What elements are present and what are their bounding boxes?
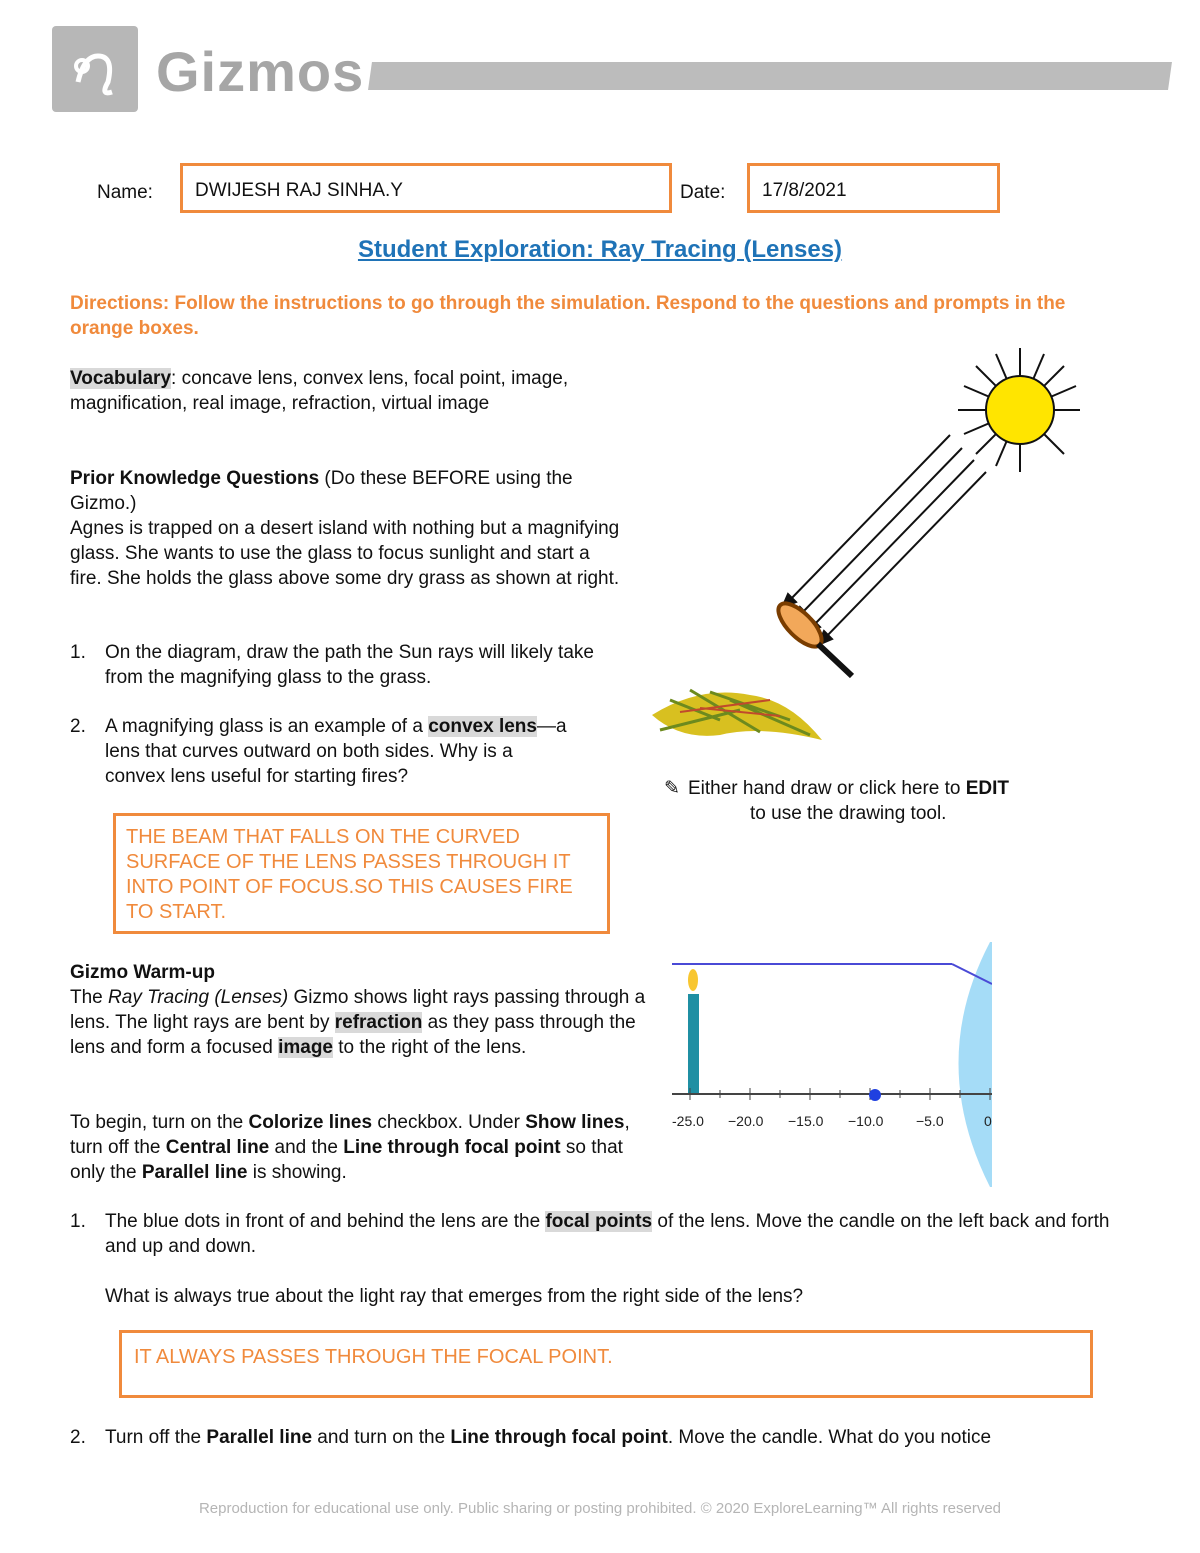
warmup-paragraph-1 <box>70 985 650 1060</box>
edit-link[interactable]: EDIT <box>965 778 1010 799</box>
prior-knowledge <box>70 466 620 591</box>
pencil-icon: ✎ <box>664 778 680 799</box>
warmup-p2-central-line: Central line <box>165 1137 270 1158</box>
directions: Directions: Follow the instructions to go through the simulation. Respond to the questions and prompts in the orange boxes. <box>70 293 1066 339</box>
prior-q2-term: convex lens <box>428 716 537 737</box>
prior-q2-number: 2. <box>70 716 86 737</box>
page-title: Student Exploration: Ray Tracing (Lenses) <box>357 236 843 263</box>
gizmo-screenshot <box>672 942 992 1187</box>
name-label: Name: <box>97 182 153 203</box>
prior-q2-text-a: A magnifying glass is an example of a <box>105 716 429 737</box>
warmup-q1-answer-box[interactable] <box>119 1330 1093 1398</box>
warmup-p1-gizmo: Ray Tracing (Lenses) <box>108 987 289 1008</box>
warmup-heading: Gizmo Warm-up <box>70 962 215 983</box>
prior-heading: Prior Knowledge Questions <box>70 468 320 489</box>
vocabulary <box>70 366 590 416</box>
warmup-p1-b: Gizmo shows light rays passing through a lens. The light rays are bent by <box>70 987 646 1033</box>
warmup-q1-question: What is always true about the light ray that emerges from the right side of the lens? <box>105 1286 804 1307</box>
candle-body <box>688 994 699 1094</box>
warmup-q1 <box>105 1209 1135 1259</box>
brand-logo <box>52 26 138 112</box>
date-label: Date: <box>680 182 726 203</box>
warmup-q2-parallel: Parallel line <box>206 1427 313 1448</box>
sun-magnifier-illustration <box>640 340 1080 760</box>
date-field[interactable] <box>747 163 1000 213</box>
drawing-note-line2: to use the drawing tool. <box>750 803 947 824</box>
magnifying-glass-icon <box>772 597 852 676</box>
prior-heading-note: (Do these BEFORE using the Gizmo.) <box>70 468 573 514</box>
warmup-q1-b: of the lens. Move the candle on the left back and forth and up and down. <box>105 1211 1110 1257</box>
warmup-q2-d: . Move the candle. What do you notice <box>667 1427 992 1448</box>
warmup-p2-show-lines: Show lines <box>525 1112 625 1133</box>
axis-tick-label: -25.0 <box>672 1113 704 1129</box>
warmup-p2-c: checkbox. Under <box>372 1112 526 1133</box>
focal-point-dot <box>869 1089 881 1101</box>
warmup-p1-image: image <box>278 1037 333 1058</box>
axis-tick-label: −15.0 <box>788 1113 824 1129</box>
warmup-q2-a: Turn off the <box>105 1427 207 1448</box>
brand-name: Gizmos <box>156 40 365 103</box>
name-field[interactable] <box>180 163 672 213</box>
axis-tick-label: −20.0 <box>728 1113 764 1129</box>
header-bar <box>368 62 1172 90</box>
warmup-q1-number: 1. <box>70 1211 86 1232</box>
warmup-q1-a: The blue dots in front of and behind the lens are the <box>105 1211 546 1232</box>
dry-grass <box>652 690 822 740</box>
warmup-paragraph-2 <box>70 1110 655 1185</box>
warmup-q2-focal: Line through focal point <box>450 1427 668 1448</box>
warmup-p2-focal-line: Line through focal point <box>343 1137 561 1158</box>
warmup-q2-c: and turn on the <box>312 1427 451 1448</box>
name-value: DWIJESH RAJ SINHA.Y <box>195 180 403 201</box>
sun-rays <box>782 435 986 645</box>
vocabulary-label: Vocabulary <box>70 368 172 389</box>
warmup-p2-parallel-line: Parallel line <box>141 1162 248 1183</box>
candle-flame <box>688 969 698 991</box>
axis-tick-label: −5.0 <box>916 1113 944 1129</box>
prior-q1-number: 1. <box>70 642 86 663</box>
warmup-q1-answer: IT ALWAYS PASSES THROUGH THE FOCAL POINT. <box>134 1346 613 1368</box>
prior-q2 <box>105 714 575 789</box>
prior-q2-answer: THE BEAM THAT FALLS ON THE CURVED SURFACE OF THE LENS PASSES THROUGH IT INTO POINT OF FOCUS.SO THIS CAUSES FIRE TO START. <box>126 826 573 923</box>
drawing-note-text: Either hand draw or click here to <box>688 778 966 799</box>
warmup-q1-term: focal points <box>545 1211 653 1232</box>
warmup-q2-number: 2. <box>70 1427 86 1448</box>
axis-tick-label: −10.0 <box>848 1113 884 1129</box>
date-value: 17/8/2021 <box>762 180 847 201</box>
warmup-q2 <box>105 1425 1165 1450</box>
prior-intro: Agnes is trapped on a desert island with nothing but a magnifying glass. She wants to use the glass to focus sunlight and start a fire. She holds the glass above some dry grass as shown at right. <box>70 518 620 589</box>
warmup-p2-colorize: Colorize lines <box>248 1112 373 1133</box>
warmup-p1-d: to the right of the lens. <box>333 1037 527 1058</box>
drawing-note-line1 <box>664 776 1009 801</box>
warmup-p2-d: , turn off the <box>70 1112 630 1158</box>
vocabulary-text: : concave lens, convex lens, focal point, image, magnification, real image, refraction, virtual image <box>70 368 569 414</box>
warmup-p1-c: as they pass through the lens and form a focused <box>70 1012 636 1058</box>
sun-disc <box>986 376 1054 444</box>
warmup-p2-g: is showing. <box>247 1162 347 1183</box>
warmup-p2-e: and the <box>269 1137 344 1158</box>
footer-copyright: Reproduction for educational use only. Public sharing or posting prohibited. © 2020 ExploreLearning™ All rights reserved <box>198 1500 1002 1517</box>
warmup-p2-f: so that only the <box>70 1137 623 1183</box>
warmup-p1-a: The <box>70 987 109 1008</box>
warmup-p2-a: To begin, turn on the <box>70 1112 249 1133</box>
prior-q1: On the diagram, draw the path the Sun rays will likely take from the magnifying glass to the grass. <box>105 642 594 688</box>
prior-q2-answer-box[interactable] <box>113 813 610 934</box>
axis-tick-label: 0 <box>984 1113 992 1129</box>
prior-q2-text-b: —a lens that curves outward on both sides. Why is a convex lens useful for starting fires? <box>105 716 567 787</box>
warmup-p1-refraction: refraction <box>334 1012 423 1033</box>
